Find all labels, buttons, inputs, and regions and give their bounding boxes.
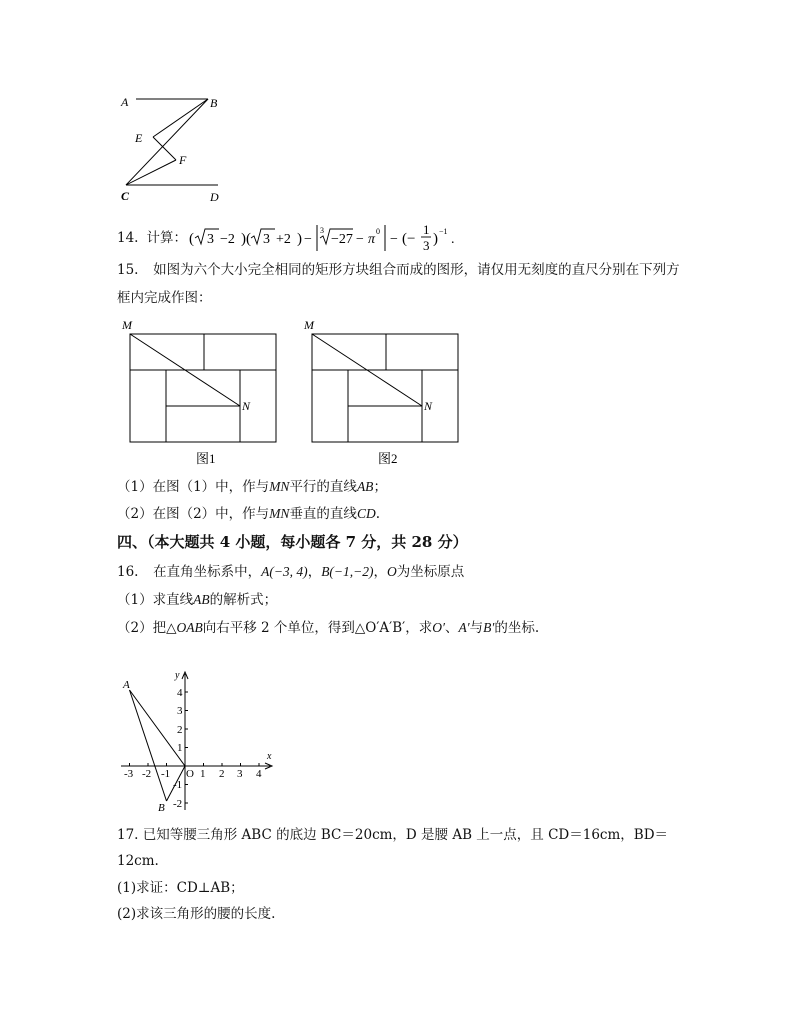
q16-point-B: B(−1,−2) (321, 564, 374, 579)
label-A: A (121, 95, 129, 109)
fig1-caption: 图1 (196, 451, 216, 466)
q14-pi-exp: 0 (375, 227, 380, 236)
fig2-caption: 图2 (378, 451, 398, 466)
x-tick-label: 1 (200, 768, 206, 780)
y-axis-label: y (175, 670, 180, 681)
q16-coordinate-plot (115, 666, 280, 816)
fig1-label-N: N (242, 399, 251, 413)
q16-sub2-c2: 与 (469, 620, 484, 636)
q14-minus: − (303, 232, 312, 247)
y-tick-label: 3 (177, 705, 183, 717)
q14-frac-pre: (− (401, 231, 416, 247)
label-F: F (179, 153, 187, 167)
q16-sub2 (117, 619, 539, 637)
q14-sqrt3-a: 3 (206, 232, 214, 247)
q13-figure (118, 90, 228, 208)
q15-sub2-CD: CD (356, 506, 376, 521)
plot-point-B: B (158, 802, 165, 814)
q15-sub2-MN: MN (269, 506, 290, 521)
q17-sub1: (1)求证：CD⊥AB； (117, 880, 244, 896)
q15-text-line2 (117, 289, 212, 307)
q15-text-2: 框内完成作图： (117, 290, 212, 306)
svg-text:(: ( (188, 231, 194, 247)
origin-label: O (186, 768, 194, 780)
y-tick-label: -1 (173, 779, 183, 791)
segment-AB (130, 690, 167, 801)
q16-sub2-OAB: OAB (176, 620, 203, 635)
q14-label: 计算： (146, 230, 187, 246)
q16-intro: 在直角坐标系中， (153, 564, 262, 580)
q14-minus2: −2 (219, 232, 235, 247)
svg-text:)(: )( (240, 231, 251, 247)
q16-sub2-pre: （2）把△ (117, 620, 177, 636)
x-tick-label: 2 (219, 768, 225, 780)
x-tick-label: -3 (124, 768, 134, 780)
plot-point-A: A (123, 679, 130, 691)
x-tick-label: 4 (256, 768, 262, 780)
y-tick-label: 1 (177, 742, 183, 754)
q16-sub2-B1: B′ (483, 620, 495, 635)
q16-sep2: ， (373, 564, 388, 580)
q16-line (117, 563, 464, 581)
x-tick-label: 3 (237, 768, 243, 780)
q16-sub2-post: 的坐标. (494, 620, 540, 636)
q14-cube-index: 3 (319, 226, 324, 235)
x-tick-label: -1 (161, 768, 171, 780)
q15-sub2-post: . (375, 506, 380, 522)
segment-EF (153, 137, 176, 160)
q14-frac-post: ) (432, 231, 438, 247)
q14-pi: − π (354, 232, 375, 247)
q16-sep: ， (307, 564, 322, 580)
q14-minus-2: − (389, 232, 398, 247)
q16-point-A: A(−3, 4) (261, 564, 308, 579)
label-E: E (135, 131, 143, 145)
x-tick-label: -2 (142, 768, 152, 780)
q17-line2: 12cm. (117, 853, 159, 869)
q16-origin-text: 为坐标原点 (396, 564, 465, 580)
q15-sub1-MN: MN (269, 479, 290, 494)
q17-line1: 17. 已知等腰三角形 ABC 的底边 BC＝20cm，D 是腰 AB 上一点，且 CD＝16cm，BD＝ (117, 827, 669, 843)
q14-plus2: +2 (275, 232, 291, 247)
y-tick-label: 2 (177, 724, 183, 736)
q15-text-line1 (117, 261, 680, 279)
q15-sub1-AB: AB (356, 479, 374, 494)
section-4-title: 四、（本大题共 4 小题，每小题各 7 分，共 28 分） (117, 533, 468, 551)
y-tick-label: -2 (173, 798, 183, 810)
q14-sqrt3-b: 3 (262, 232, 270, 247)
q14-frac-den: 3 (422, 238, 430, 253)
q16-number: 16. (117, 564, 139, 580)
fig2-label-N: N (424, 399, 433, 413)
q14-exp: −1 (438, 227, 448, 236)
q14-frac-num: 1 (422, 222, 430, 237)
q17-sub2: (2)求该三角形的腰的长度. (117, 906, 276, 922)
y-tick-label: 4 (177, 687, 183, 699)
q14-expression (189, 221, 469, 255)
label-C: C (121, 189, 130, 203)
q16-sub1-pre: （1）求直线 (117, 592, 194, 608)
segment-BE (153, 99, 208, 137)
q16-sub2-c1: 、 (444, 620, 459, 636)
q14-period: . (450, 232, 455, 247)
x-axis-label: x (267, 751, 272, 762)
q16-sub1-post: 的解析式； (209, 592, 278, 608)
fig1-label-M: M (122, 318, 132, 332)
q16-origin-O: O (387, 564, 397, 579)
q15-figure-2 (300, 316, 470, 472)
q14-neg27: −27 (330, 232, 353, 247)
fig2-label-M: M (304, 318, 314, 332)
q16-sub2-O1: O′ (432, 620, 445, 635)
q15-sub1 (117, 478, 387, 496)
q16-sub1 (117, 591, 277, 609)
q15-sub1-post: ； (373, 479, 387, 495)
q14-line (117, 221, 469, 255)
q16-sub1-AB: AB (193, 592, 210, 607)
q15-sub2-pre: （2）在图（2）中，作与 (117, 506, 270, 522)
q15-text-1: 如图为六个大小完全相同的矩形方块组合而成的图形，请仅用无刻度的直尺分别在下列方 (153, 262, 680, 278)
q14-number: 14. (117, 230, 139, 246)
segment-FC (126, 160, 176, 185)
q15-sub1-pre: （1）在图（1）中，作与 (117, 479, 270, 495)
fig1-outer-rect (130, 334, 276, 442)
label-D: D (210, 190, 219, 204)
fig2-outer-rect (312, 334, 458, 442)
q15-sub2-mid: 垂直的直线 (289, 506, 357, 522)
q15-sub2 (117, 505, 380, 523)
svg-text:): ) (296, 231, 302, 247)
q16-sub2-mid: 向右平移 2 个单位，得到△O′A′B′，求 (202, 620, 433, 636)
q15-figure-1 (118, 316, 288, 472)
label-B: B (210, 96, 218, 110)
q16-sub2-A1: A′ (458, 620, 470, 635)
q15-number: 15. (117, 262, 139, 278)
q15-sub1-mid: 平行的直线 (289, 479, 357, 495)
